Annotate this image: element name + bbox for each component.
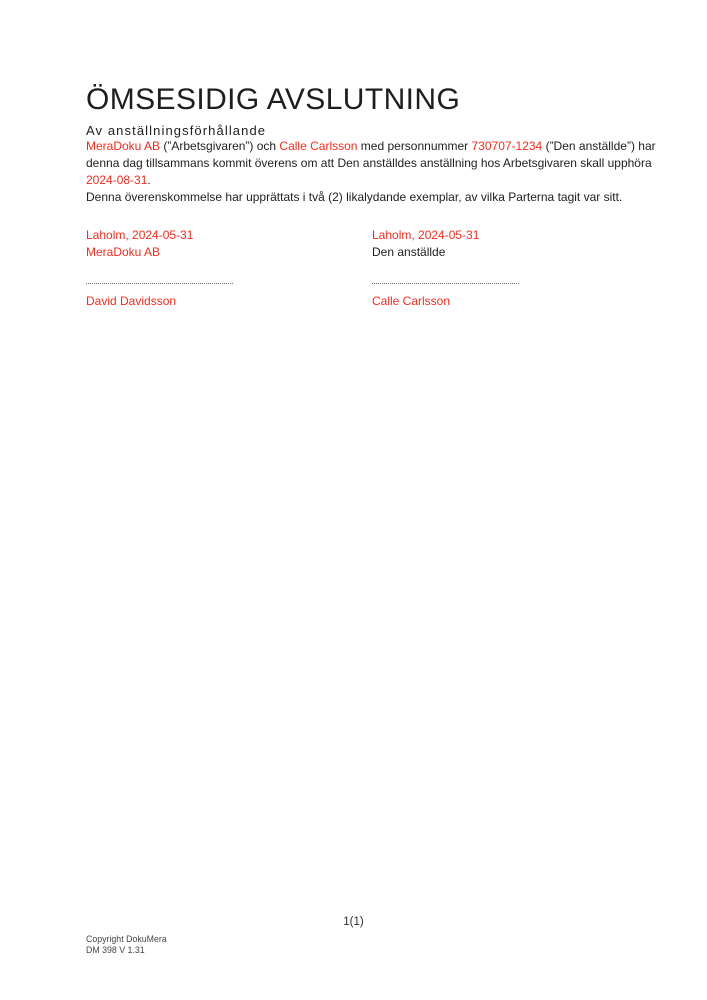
paragraph-text: (”Arbetsgivaren”) och xyxy=(160,139,280,153)
highlighted-field-value: MeraDoku AB xyxy=(86,139,161,153)
highlighted-field-value: 730707-1234 xyxy=(471,139,543,153)
paragraph-text: (”Den anställde”) har denna dag tillsammans kommit överens om att Den anställdes anställning hos Arbetsgivaren skall upphöra xyxy=(86,139,656,170)
version-line: DM 398 V 1.31 xyxy=(86,944,145,955)
footer-info xyxy=(86,934,167,955)
signatory-name-right: Calle Carlsson xyxy=(372,294,451,308)
signature-left-column xyxy=(86,227,372,310)
highlighted-field-value: Calle Carlsson xyxy=(279,139,358,153)
paragraph-text: . xyxy=(147,173,151,187)
page-number: 1(1) xyxy=(343,916,364,928)
place-date-left: Laholm, 2024-05-31 xyxy=(86,228,194,242)
signatory-name-left: David Davidsson xyxy=(86,294,177,308)
intro-paragraph xyxy=(86,138,671,189)
paragraph-text: med personnummer xyxy=(357,139,472,153)
document-content xyxy=(86,0,671,310)
place-date-right: Laholm, 2024-05-31 xyxy=(372,228,480,242)
signature-right-column xyxy=(372,227,658,310)
document-subtitle: Av anställningsförhållande xyxy=(86,123,267,138)
signature-block xyxy=(86,227,671,310)
party-name-left: MeraDoku AB xyxy=(86,245,161,259)
highlighted-field-value: 2024-08-31 xyxy=(86,173,148,187)
signature-dotted-line-right xyxy=(372,283,519,284)
copies-paragraph: Denna överenskommelse har upprättats i två (2) likalydande exemplar, av vilka Parterna tagit var sitt. xyxy=(86,190,623,204)
copyright-line: Copyright DokuMera xyxy=(86,934,167,944)
signature-dotted-line-left xyxy=(86,283,233,284)
document-title: ÖMSESIDIG AVSLUTNING xyxy=(86,83,461,116)
party-name-right: Den anställde xyxy=(372,245,446,259)
